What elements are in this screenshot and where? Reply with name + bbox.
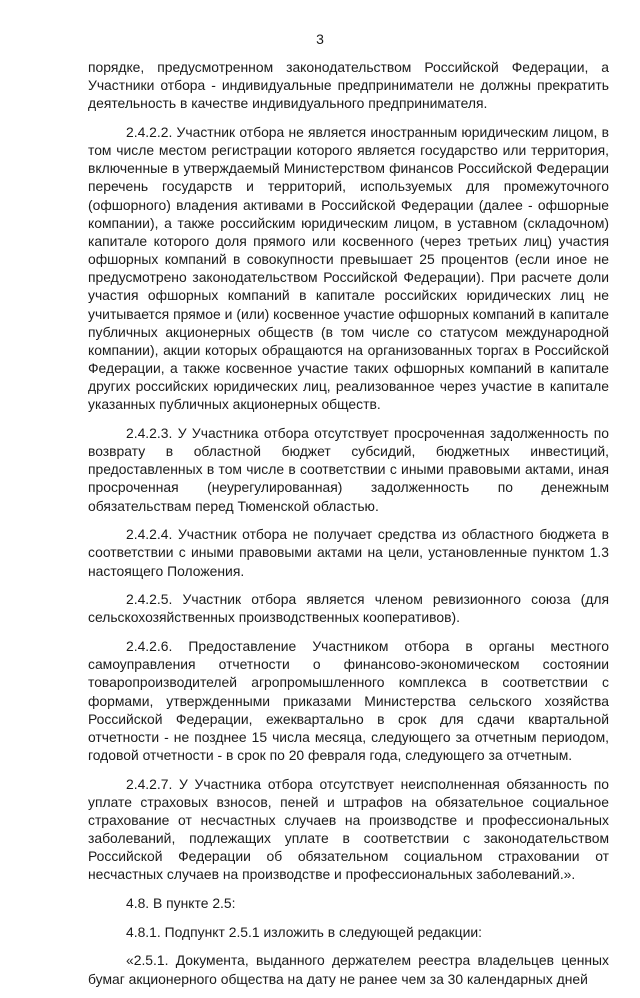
page-number: 3 <box>316 31 324 47</box>
paragraph: 2.4.2.6. Предоставление Участником отбора в органы местного самоуправления отчетности о финансово-экономическом состоянии товаропроизводителей агропромышленного комплекса в соответствии с формами, утвержденными приказами Министерства сельского хозяйства Российской Федерации, ежеквартально в срок для сдачи квартальной отчетности - не позднее 15 числа месяца, следующего за отчетным периодом, годовой отчетности - в срок по 20 февраля года, следующего за отчетным. <box>88 638 609 763</box>
paragraph: 2.4.2.3. У Участника отбора отсутствует просроченная задолженность по возврату в областной бюджет субсидий, бюджетных инвестиций, предоставленных в том числе в соответствии с иными правовыми актами, иная просроченная (неурегулированная) задолженность по денежным обязательствам перед Тюменской областью. <box>88 424 609 514</box>
paragraph: 4.8.1. Подпункт 2.5.1 изложить в следующей редакции: <box>126 923 482 940</box>
paragraph: 2.4.2.7. У Участника отбора отсутствует неисполненная обязанность по уплате страховых взносов, пеней и штрафов на обязательное социальное страхование от несчастных случаев на производстве и профессиональных заболеваний, подлежащих уплате в соответствии с законодательством Российской Федерации об обязательном социальном страховании от несчастных случаев на производстве и профессиональных заболеваний.». <box>88 775 609 883</box>
paragraph: 2.4.2.4. Участник отбора не получает средства из областного бюджета в соответствии с иными правовыми актами на цели, установленные пунктом 1.3 настоящего Положения. <box>88 526 609 579</box>
paragraph: 2.4.2.5. Участник отбора является членом ревизионного союза (для сельскохозяйственных производственных кооперативов). <box>88 591 609 626</box>
document-body <box>88 58 609 998</box>
paragraph: 4.8. В пункте 2.5: <box>126 895 236 912</box>
paragraph: 2.4.2.2. Участник отбора не является иностранным юридическим лицом, в том числе местом регистрации которого является государство или территория, включенные в утверждаемый Министерством финансов Российской Федерации перечень государств и территорий, используемых для промежуточного (офшорного) владения активами в Российской Федерации (далее - офшорные компании), а также российским юридическим лицом, в уставном (складочном) капитале которого доля прямого или косвенного (через третьих лиц) участия офшорных компаний в совокупности превышает 25 процентов (если иное не предусмотрено законодательством Российской Федерации). При расчете доли участия офшорных компаний в капитале российских юридических лиц не учитывается прямое и (или) косвенное участие офшорных компаний в капитале публичных акционерных обществ (в том числе со статусом международной компании), акции которых обращаются на организованных торгах в Российской Федерации, а также косвенное участие таких офшорных компаний в капитале других российских юридических лиц, реализованное через участие в капитале указанных публичных акционерных обществ. <box>88 123 609 413</box>
paragraph: «2.5.1. Документа, выданного держателем реестра владельцев ценных бумаг акционерного общества на дату не ранее чем за 30 календарных дней <box>88 952 609 987</box>
paragraph: порядке, предусмотренном законодательством Российской Федерации, а Участники отбора - индивидуальные предприниматели не должны прекратить деятельность в качестве индивидуального предпринимателя. <box>88 59 609 112</box>
